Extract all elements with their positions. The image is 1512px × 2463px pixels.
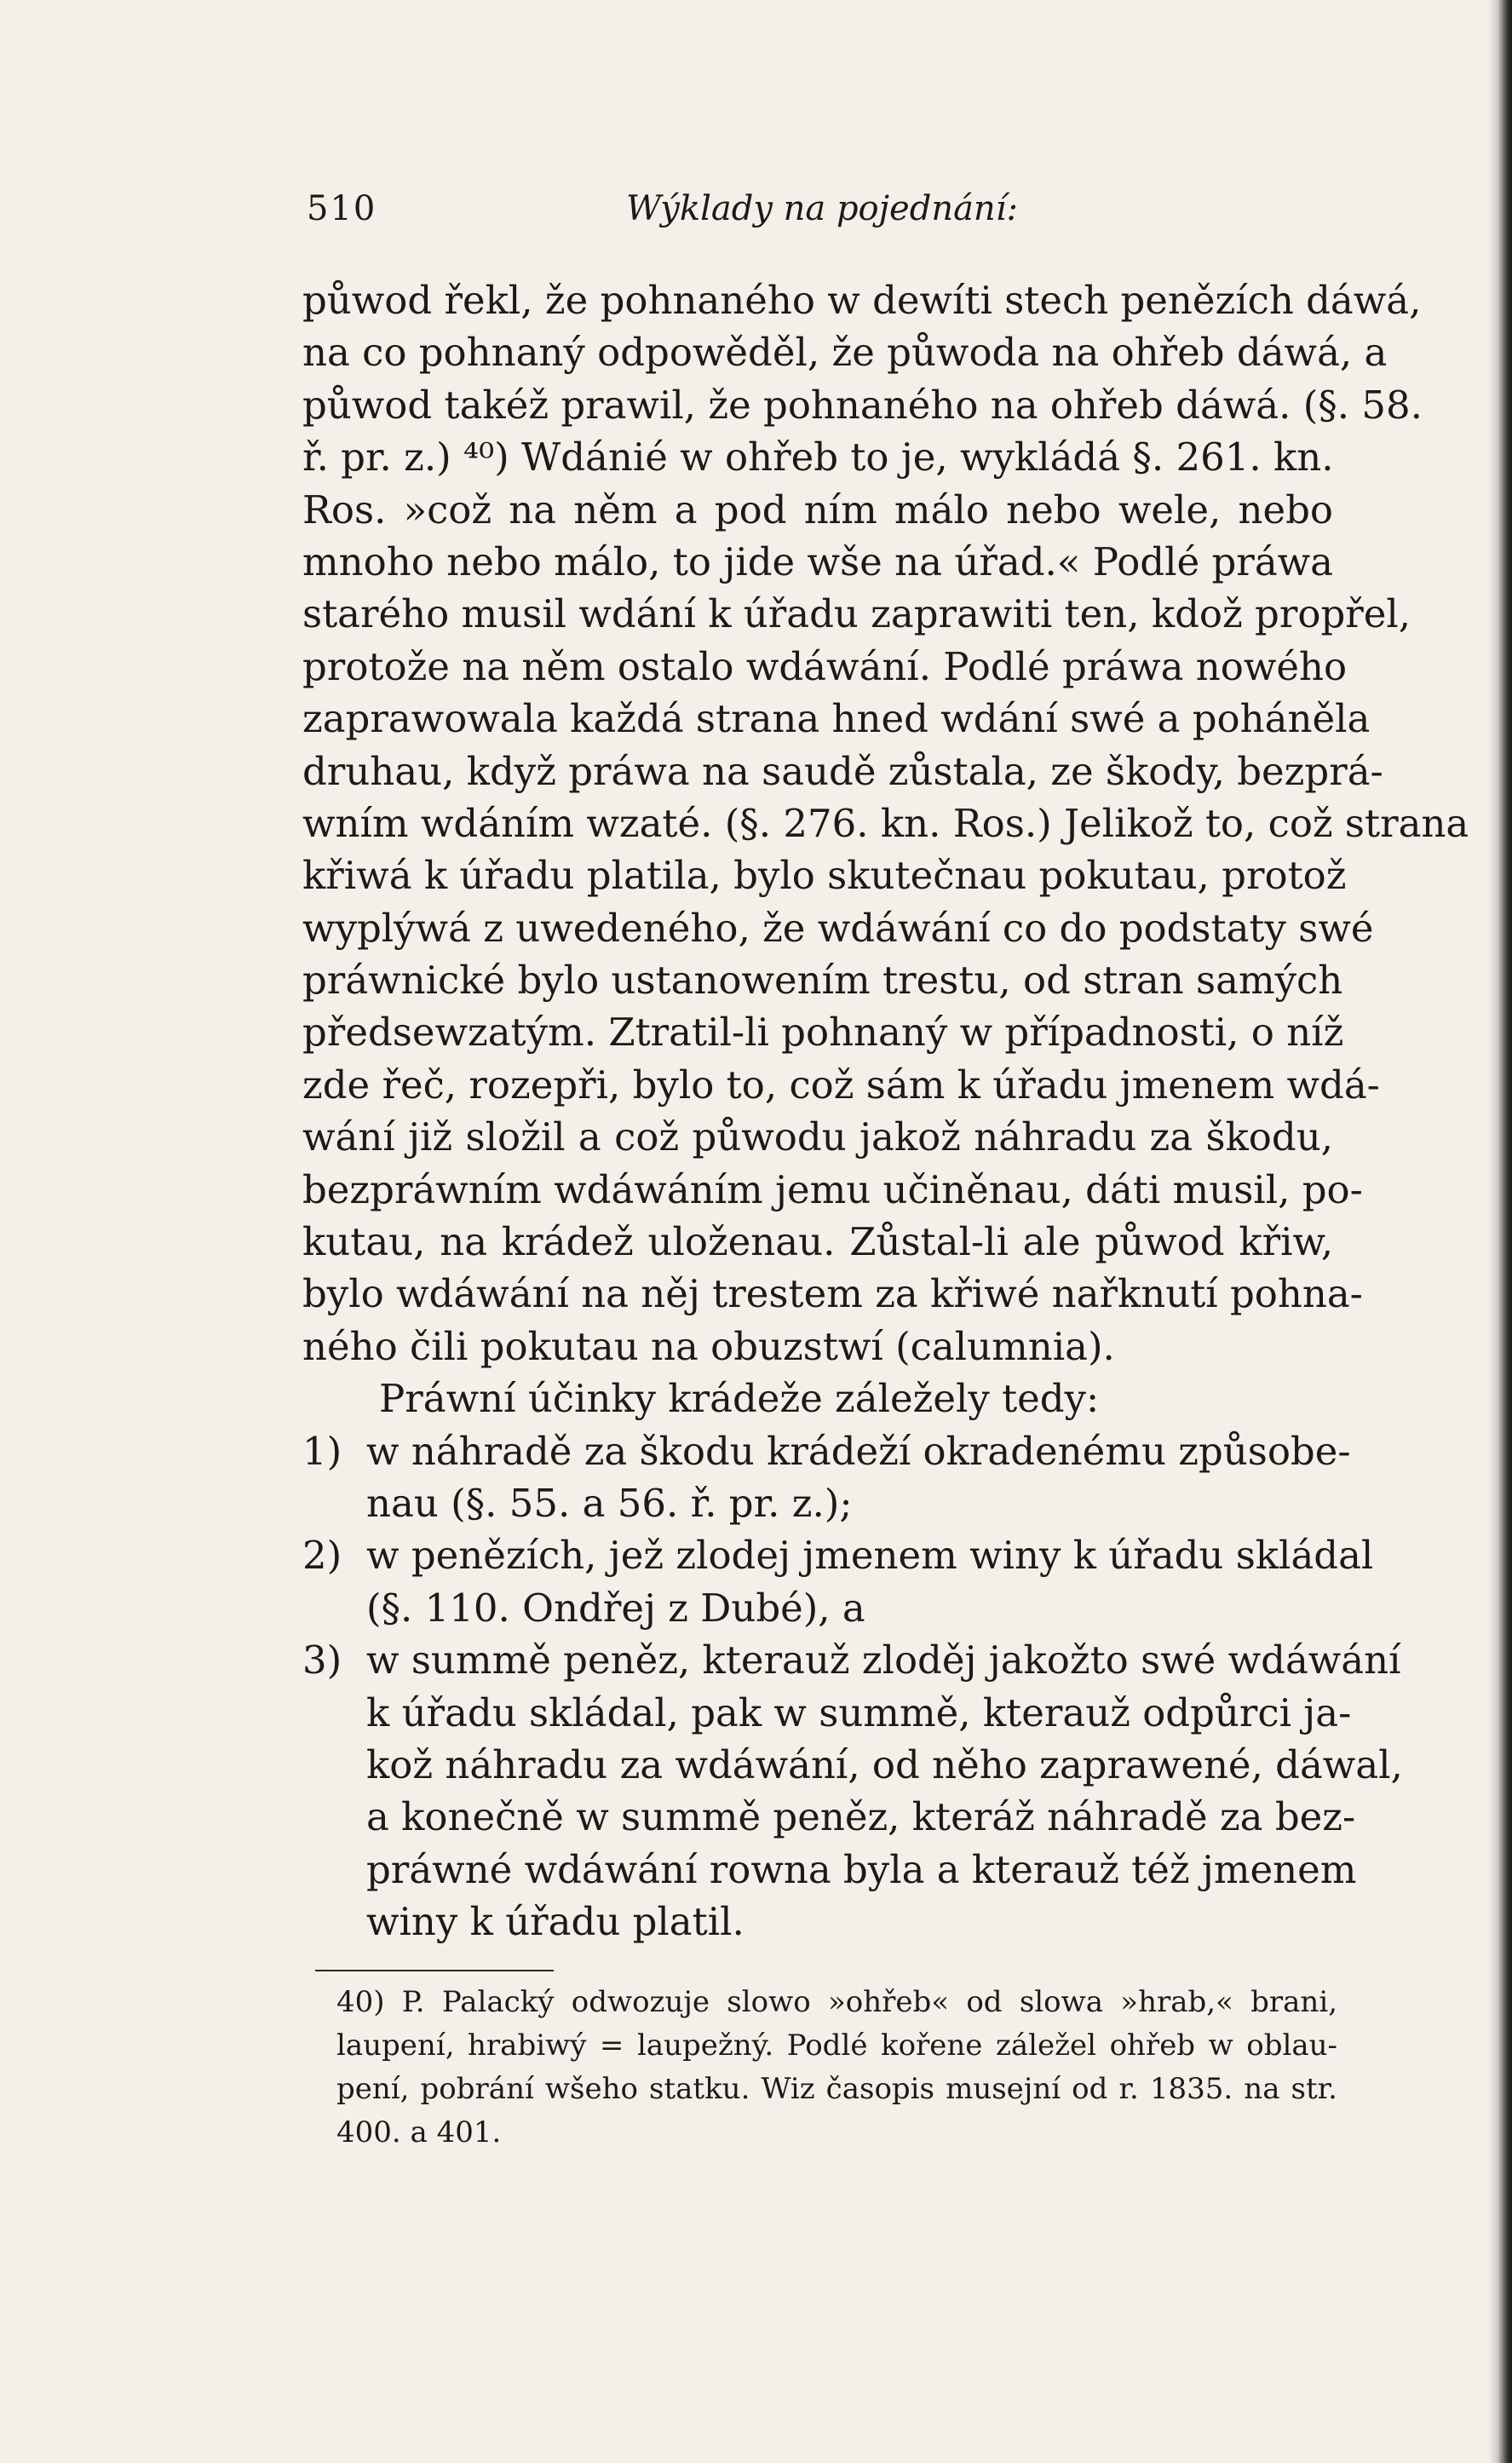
text-line: práwné wdáwání rowna byla a kterauž též jmenem [366,1846,1357,1892]
text-line: zde řeč, rozepři, bylo to, což sám k úřadu jmenem wdá- [302,1062,1380,1108]
text-line: a konečně w summě peněz, kteráž náhradě za bez- [366,1794,1356,1840]
text-line: w náhradě za škodu krádeží okradenému způsobe- [366,1428,1351,1474]
footnote-divider [315,1970,554,1971]
list-item [302,1529,1374,1634]
text-line: kutau, na krádež uloženau. Zůstal-li ale půwod křiw, [302,1219,1333,1265]
list-number: 1) [302,1428,342,1474]
text-line: bylo wdáwání na něj trestem za křiwé nařknutí pohna- [302,1271,1363,1317]
text-line: mnoho nebo málo, to jide wše na úřad.« Podlé práwa [302,538,1333,584]
text-line: k úřadu skládal, pak w summě, kterauž odpůrci ja- [366,1689,1352,1735]
text-line: ného čili pokutau na obuzstwí (calumnia). [302,1323,1115,1369]
footnote-line: pení, pobrání wšeho statku. Wiz časopis musejní od r. 1835. na str. [336,2072,1337,2106]
page-header [307,189,1388,249]
page-edge-shadow [1488,0,1512,2463]
paragraph [302,274,1469,1372]
text-line: bezpráwním wdáwáním jemu učiněnau, dáti musil, po- [302,1166,1363,1212]
text-line: nau (§. 55. a 56. ř. pr. z.); [366,1480,853,1526]
text-line: winy k úřadu platil. [366,1899,745,1945]
text-line: práwnické bylo ustanowením trestu, od stran samých [302,958,1343,1004]
text-line: druhau, když práwa na saudě zůstala, ze škody, bezprá- [302,748,1383,794]
footnote-line: 40) P. Palacký odwozuje slowo »ohřeb« od slowa »hrab,« brani, [336,1985,1337,2019]
text-line: zaprawowala každá strana hned wdání swé a poháněla [302,696,1371,742]
numbered-list [302,1425,1403,1948]
text-line: na co pohnaný odpowěděl, že půwoda na ohřeb dáwá, a [302,330,1388,376]
text-line: starého musil wdání k úřadu zaprawiti ten, kdož propřel, [302,591,1411,637]
text-line: w penězích, jež zlodej jmenem winy k úřadu skládal [366,1533,1374,1579]
text-line: Ros. »což na něm a pod ním málo nebo wele, nebo [302,486,1333,532]
text-line: ř. pr. z.) ⁴⁰) Wdánié w ohřeb to je, wykládá §. 261. kn. [302,434,1334,481]
text-line: křiwá k úřadu platila, bylo skutečnau pokutau, protož [302,853,1347,899]
footnote [336,1981,1337,2155]
footnote-line: 400. a 401. [336,2115,502,2149]
list-item [302,1425,1351,1530]
page-number: 510 [307,189,377,228]
text-line: půwod takéž prawil, že pohnaného na ohřeb dáwá. (§. 58. [302,382,1423,428]
text-line: wním wdáním wzaté. (§. 276. kn. Ros.) Jelikož to, což strana [302,800,1469,846]
list-number: 2) [302,1533,342,1579]
text-line: (§. 110. Ondřej z Dubé), a [366,1585,865,1631]
text-line: w summě peněz, kterauž zloděj jakožto swé wdáwání [366,1637,1401,1683]
list-item [302,1634,1403,1948]
paragraph-lead-in: Práwní účinky krádeže záležely tedy: [379,1376,1100,1422]
text-line: wání již složil a což půwodu jakož náhradu za škodu, [302,1114,1333,1160]
text-line: předsewzatým. Ztratil-li pohnaný w případnosti, o níž [302,1010,1344,1056]
running-head: Wýklady na pojednání: [626,189,1018,228]
text-line: wyplýwá z uwedeného, že wdáwání co do podstaty swé [302,905,1374,951]
text-line: půwod řekl, že pohnaného w dewíti stech penězích dáwá, [302,278,1422,323]
list-number: 3) [302,1637,342,1683]
main-text [302,274,1469,1948]
text-line: protože na něm ostalo wdáwání. Podlé práwa nowého [302,643,1348,689]
footnote-line: laupení, hrabiwý = laupežný. Podlé kořene záležel ohřeb w oblau- [336,2029,1337,2063]
text-line: kož náhradu za wdáwání, od něho zaprawené, dáwal, [366,1741,1403,1787]
